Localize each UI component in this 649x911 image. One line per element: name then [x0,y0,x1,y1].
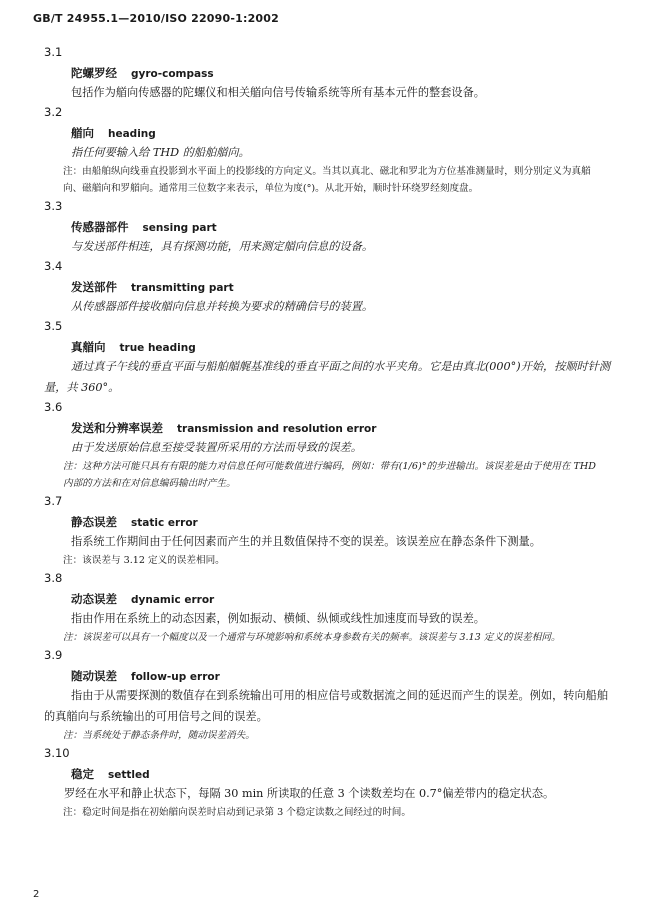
term-name-zh: 发送和分辨率误差 [71,421,163,435]
term-note: 注：这种方法可能只具有有限的能力对信息任何可能数值进行编码，例如：带有(1/6)°的步进输出。该误差是由于使用在 THD 内部的方法和在对信息编码输出时产生。 [63,461,596,489]
term-number: 3.4 [44,259,63,273]
term-name-en: dynamic error [131,594,215,606]
term-note: 注：稳定时间是指在初始艏向误差时启动到记录第 3 个稳定读数之间经过的时间。 [63,807,411,818]
term-name-zh: 陀螺罗经 [71,66,117,80]
term-3-6 [0,398,649,492]
term-name-en: follow-up error [131,671,220,683]
term-definition: 包括作为艏向传感器的陀螺仪和相关艏向信号传输系统等所有基本元件的整套设备。 [71,86,485,99]
term-name-en: heading [108,128,156,140]
term-definition: 由于发送原始信息至接受装置所采用的方法而导致的误差。 [71,441,362,454]
term-name-zh: 发送部件 [71,280,117,294]
term-name-zh: 静态误差 [71,515,117,529]
term-definition: 指任何要输入给 THD 的船舶艏向。 [71,146,250,159]
term-number: 3.6 [44,400,63,414]
term-3-10 [0,744,649,821]
term-note: 注：该误差与 3.12 定义的误差相同。 [63,555,225,566]
page-number: 2 [33,889,40,900]
term-number: 3.8 [44,571,63,585]
term-name-zh: 稳定 [71,767,94,781]
term-3-2 [0,103,649,197]
term-definition: 指由作用在系统上的动态因素，例如振动、横倾、纵倾或线性加速度而导致的误差。 [71,612,485,625]
term-name-en: transmission and resolution error [177,423,377,435]
term-3-3 [0,197,649,257]
term-name-en: gyro-compass [131,68,214,80]
term-note: 注：由船舶纵向线垂直投影到水平面上的投影线的方向定义。当其以真北、磁北和罗北为方位基准测量时，则分别定义为真艏向、磁艏向和罗艏向。通常用三位数字来表示，单位为度(°)。从北开始，顺时针环绕罗经刻度盘。 [63,166,591,194]
term-3-5 [0,317,649,398]
term-definition: 与发送部件相连，具有探测功能，用来测定艏向信息的设备。 [71,240,374,253]
term-3-8 [0,569,649,646]
term-3-1 [0,43,649,103]
term-name-zh: 艏向 [71,126,94,140]
term-name-en: transmitting part [131,282,234,294]
term-definition: 从传感器部件接收艏向信息并转换为要求的精确信号的装置。 [71,300,374,313]
term-title [71,763,649,783]
standard-header: GB/T 24955.1—2010/ISO 22090-1:2002 [33,12,279,25]
term-name-zh: 动态误差 [71,592,117,606]
term-name-zh: 传感器部件 [71,220,129,234]
term-name-en: static error [131,517,198,529]
term-number: 3.1 [44,45,63,59]
term-definition: 通过真子午线的垂直平面与船舶艏艉基准线的垂直平面之间的水平夹角。它是由真北(000°)开始，按顺时针测量，共 360°。 [44,360,611,394]
term-number: 3.7 [44,494,63,508]
term-number: 3.5 [44,319,63,333]
term-title [71,588,649,608]
term-name-en: sensing part [142,222,217,234]
term-number: 3.10 [44,746,70,760]
term-definition: 罗经在水平和静止状态下，每隔 30 min 所读取的任意 3 个读数差均在 0.7°偏差带内的稳定状态。 [64,787,555,800]
term-number: 3.2 [44,105,63,119]
terms-list [0,43,649,821]
term-title [71,417,649,437]
term-definition: 指由于从需要探测的数值存在到系统输出可用的相应信号或数据流之间的延迟而产生的误差。例如，转向船舶的真艏向与系统输出的可用信号之间的误差。 [44,689,609,723]
term-title [71,62,649,82]
term-title [71,511,649,531]
term-number: 3.9 [44,648,63,662]
term-name-zh: 随动误差 [71,669,117,683]
term-name-zh: 真艏向 [71,340,106,354]
term-name-en: settled [108,769,150,781]
term-title [71,665,649,685]
term-note: 注：当系统处于静态条件时，随动误差消失。 [63,730,255,741]
term-3-7 [0,492,649,569]
term-title [71,276,649,296]
term-title [71,216,649,236]
term-name-en: true heading [119,342,196,354]
term-title [71,336,649,356]
term-title [71,122,649,142]
term-note: 注：该误差可以具有一个幅度以及一个通常与环境影响和系统本身参数有关的频率。该误差与 3.13 定义的误差相同。 [63,632,561,643]
term-3-4 [0,257,649,317]
term-definition: 指系统工作期间由于任何因素而产生的并且数值保持不变的误差。该误差应在静态条件下测量。 [71,535,541,548]
term-number: 3.3 [44,199,63,213]
term-3-9 [0,646,649,744]
